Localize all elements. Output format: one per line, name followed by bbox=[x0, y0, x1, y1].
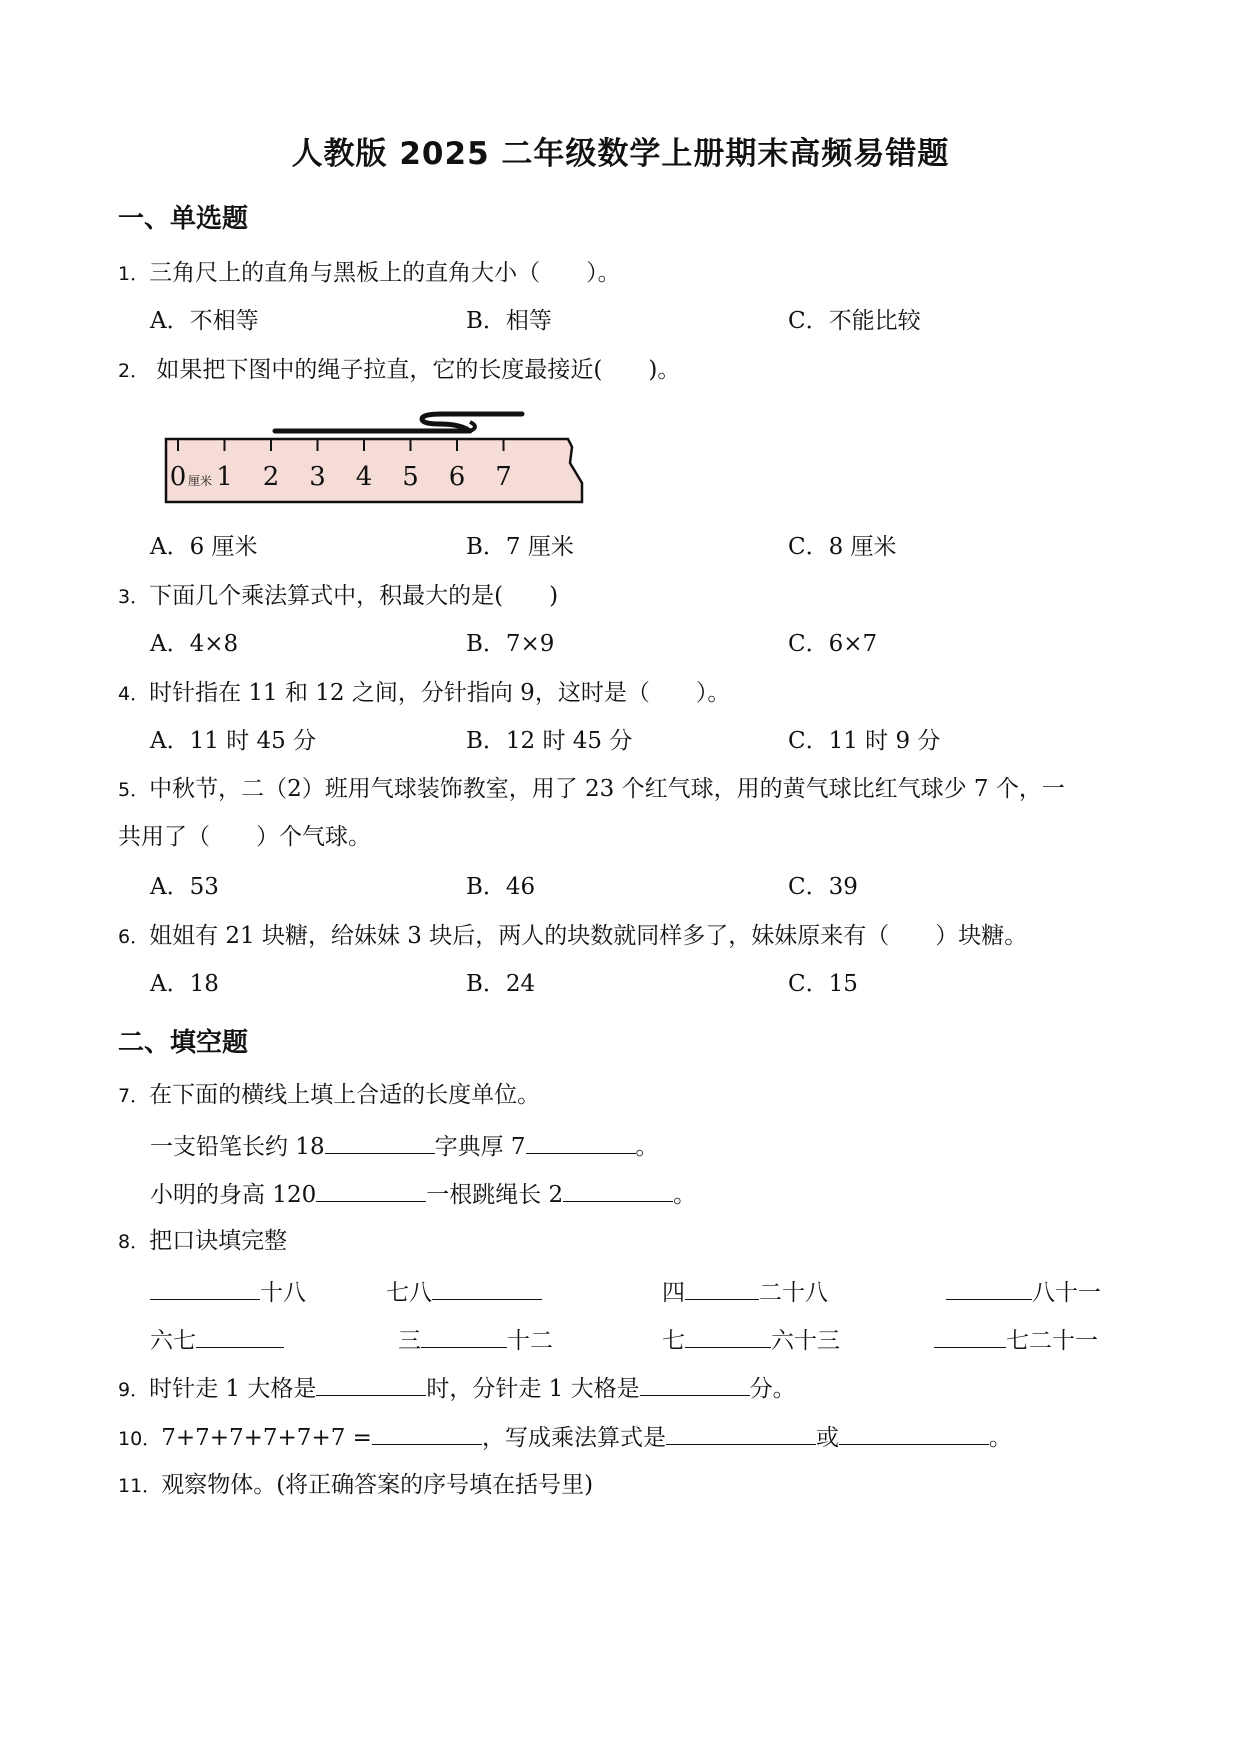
question-text: 分。 bbox=[749, 1376, 796, 1402]
answer-blank[interactable] bbox=[526, 1129, 636, 1154]
rhyme-text: 七八 bbox=[386, 1280, 432, 1306]
q4-option-c: C．11 时 9 分 bbox=[788, 728, 941, 754]
question-4 bbox=[118, 678, 730, 709]
question-3 bbox=[118, 581, 558, 612]
question-number: 3． bbox=[118, 586, 150, 608]
rhyme-item bbox=[150, 1323, 284, 1356]
question-text: ，写成乘法算式是 bbox=[481, 1425, 666, 1451]
ruler-with-rope bbox=[160, 405, 600, 515]
rhyme-item bbox=[662, 1275, 828, 1308]
answer-blank[interactable] bbox=[666, 1420, 816, 1445]
question-7 bbox=[118, 1080, 540, 1111]
q5-option-a: A．53 bbox=[150, 874, 219, 900]
question-2 bbox=[118, 355, 680, 386]
rhyme-item bbox=[662, 1323, 840, 1356]
answer-blank[interactable] bbox=[316, 1177, 426, 1202]
rhyme-item bbox=[398, 1323, 553, 1356]
ruler-label-zero: 0 bbox=[169, 462, 187, 492]
question-number: 5． bbox=[118, 779, 150, 801]
answer-blank[interactable] bbox=[563, 1177, 673, 1202]
answer-blank[interactable] bbox=[685, 1323, 771, 1348]
question-1 bbox=[118, 258, 621, 289]
question-number: 2． bbox=[118, 360, 150, 382]
answer-blank[interactable] bbox=[432, 1275, 542, 1300]
answer-blank[interactable] bbox=[196, 1323, 284, 1348]
rhyme-item bbox=[934, 1323, 1098, 1356]
q7-height-text: 小明的身高 120 bbox=[150, 1182, 317, 1208]
q2-option-b: B．7 厘米 bbox=[466, 534, 574, 560]
rhyme-item bbox=[150, 1275, 306, 1308]
q4-option-b: B．12 时 45 分 bbox=[466, 728, 633, 754]
question-text: 时，分针走 1 大格是 bbox=[426, 1376, 640, 1402]
question-text: 或 bbox=[815, 1425, 839, 1451]
ruler-tick-label: 6 bbox=[448, 462, 466, 492]
question-10 bbox=[118, 1420, 1012, 1454]
question-text: 在下面的横线上填上合适的长度单位。 bbox=[149, 1082, 541, 1108]
answer-blank[interactable] bbox=[421, 1323, 507, 1348]
q2-option-a: A．6 厘米 bbox=[150, 534, 258, 560]
question-9 bbox=[118, 1371, 796, 1405]
rope bbox=[275, 414, 522, 431]
q1-option-a: A．不相等 bbox=[150, 308, 259, 334]
question-text: 7+7+7+7+7+7 = bbox=[161, 1425, 372, 1451]
answer-blank[interactable] bbox=[640, 1371, 750, 1396]
question-number: 7． bbox=[118, 1085, 150, 1107]
rhyme-text: 七 bbox=[662, 1328, 685, 1354]
section-heading-single-choice: 一、单选题 bbox=[118, 204, 249, 234]
question-number: 9． bbox=[118, 1379, 150, 1401]
question-text: 把口诀填完整 bbox=[149, 1228, 288, 1254]
punctuation: 。 bbox=[673, 1182, 697, 1208]
q1-option-c: C．不能比较 bbox=[788, 308, 921, 334]
ruler-unit-label: 厘米 bbox=[187, 474, 213, 488]
question-5 bbox=[118, 774, 1065, 805]
question-text: 姐姐有 21 块糖，给妹妹 3 块后，两人的块数就同样多了，妹妹原来有（ ）块糖。 bbox=[149, 923, 1028, 949]
question-text: 观察物体。(将正确答案的序号填在括号里) bbox=[161, 1472, 594, 1498]
section-heading-fill-blank: 二、填空题 bbox=[118, 1028, 249, 1058]
rhyme-item bbox=[386, 1275, 542, 1308]
answer-blank[interactable] bbox=[325, 1129, 435, 1154]
q7-dictionary-text: 字典厚 7 bbox=[434, 1134, 526, 1160]
question-6 bbox=[118, 921, 1027, 952]
rhyme-text: 六七 bbox=[150, 1328, 196, 1354]
punctuation: 。 bbox=[988, 1425, 1012, 1451]
rhyme-text: 十二 bbox=[507, 1328, 553, 1354]
q5-option-c: C．39 bbox=[788, 874, 858, 900]
question-number: 6． bbox=[118, 926, 150, 948]
q1-option-b: B．相等 bbox=[466, 308, 552, 334]
q7-line-1 bbox=[150, 1129, 659, 1162]
question-5-continued: 共用了（ ）个气球。 bbox=[118, 824, 371, 850]
answer-blank[interactable] bbox=[316, 1371, 426, 1396]
q6-option-a: A．18 bbox=[150, 971, 219, 997]
answer-blank[interactable] bbox=[372, 1420, 482, 1445]
page-title: 人教版 2025 二年级数学上册期末高频易错题 bbox=[291, 136, 950, 172]
q7-line-2 bbox=[150, 1177, 696, 1210]
q2-option-c: C．8 厘米 bbox=[788, 534, 897, 560]
rhyme-text: 三 bbox=[398, 1328, 421, 1354]
question-number: 4． bbox=[118, 683, 150, 705]
question-text: 时针走 1 大格是 bbox=[149, 1376, 317, 1402]
rhyme-text: 七二十一 bbox=[1006, 1328, 1098, 1354]
q3-option-c: C．6×7 bbox=[788, 631, 878, 657]
question-11 bbox=[118, 1470, 593, 1501]
ruler-tick-label: 3 bbox=[309, 462, 326, 492]
answer-blank[interactable] bbox=[839, 1420, 989, 1445]
q3-option-b: B．7×9 bbox=[466, 631, 555, 657]
question-text-line-1: 中秋节，二（2）班用气球装饰教室，用了 23 个红气球，用的黄气球比红气球少 7 个，一 bbox=[149, 776, 1065, 802]
ruler-figure bbox=[160, 405, 600, 515]
q5-option-b: B．46 bbox=[466, 874, 536, 900]
rhyme-item bbox=[946, 1275, 1101, 1308]
question-number: 10． bbox=[118, 1428, 162, 1450]
q7-pencil-text: 一支铅笔长约 18 bbox=[150, 1134, 325, 1160]
rhyme-text: 二十八 bbox=[759, 1280, 828, 1306]
q6-option-c: C．15 bbox=[788, 971, 858, 997]
rhyme-text: 十八 bbox=[260, 1280, 306, 1306]
q4-option-a: A．11 时 45 分 bbox=[150, 728, 317, 754]
rope-curl bbox=[470, 422, 475, 431]
question-number: 1． bbox=[118, 263, 150, 285]
ruler-tick-label: 4 bbox=[355, 462, 373, 492]
answer-blank[interactable] bbox=[685, 1275, 759, 1300]
answer-blank[interactable] bbox=[150, 1275, 260, 1300]
q3-option-a: A．4×8 bbox=[150, 631, 239, 657]
question-text: 如果把下图中的绳子拉直，它的长度最接近( )。 bbox=[149, 357, 681, 383]
rhyme-text: 四 bbox=[662, 1280, 685, 1306]
answer-blank[interactable] bbox=[934, 1323, 1006, 1348]
rhyme-text: 八十一 bbox=[1032, 1280, 1101, 1306]
q7-rope-text: 一根跳绳长 2 bbox=[426, 1182, 564, 1208]
punctuation: 。 bbox=[635, 1134, 659, 1160]
ruler-tick-label: 2 bbox=[262, 462, 280, 492]
answer-blank[interactable] bbox=[946, 1275, 1032, 1300]
question-8 bbox=[118, 1226, 287, 1257]
question-text: 下面几个乘法算式中，积最大的是( ) bbox=[149, 583, 559, 609]
ruler-tick-label: 7 bbox=[495, 462, 512, 492]
question-number: 11． bbox=[118, 1475, 162, 1497]
rhyme-text: 六十三 bbox=[771, 1328, 840, 1354]
ruler-tick-label: 1 bbox=[216, 462, 233, 492]
question-text: 时针指在 11 和 12 之间，分针指向 9，这时是（ ）。 bbox=[149, 680, 731, 706]
q6-option-b: B．24 bbox=[466, 971, 536, 997]
question-text: 三角尺上的直角与黑板上的直角大小（ ）。 bbox=[149, 260, 621, 286]
question-number: 8． bbox=[118, 1231, 150, 1253]
ruler-tick-label: 5 bbox=[402, 462, 419, 492]
